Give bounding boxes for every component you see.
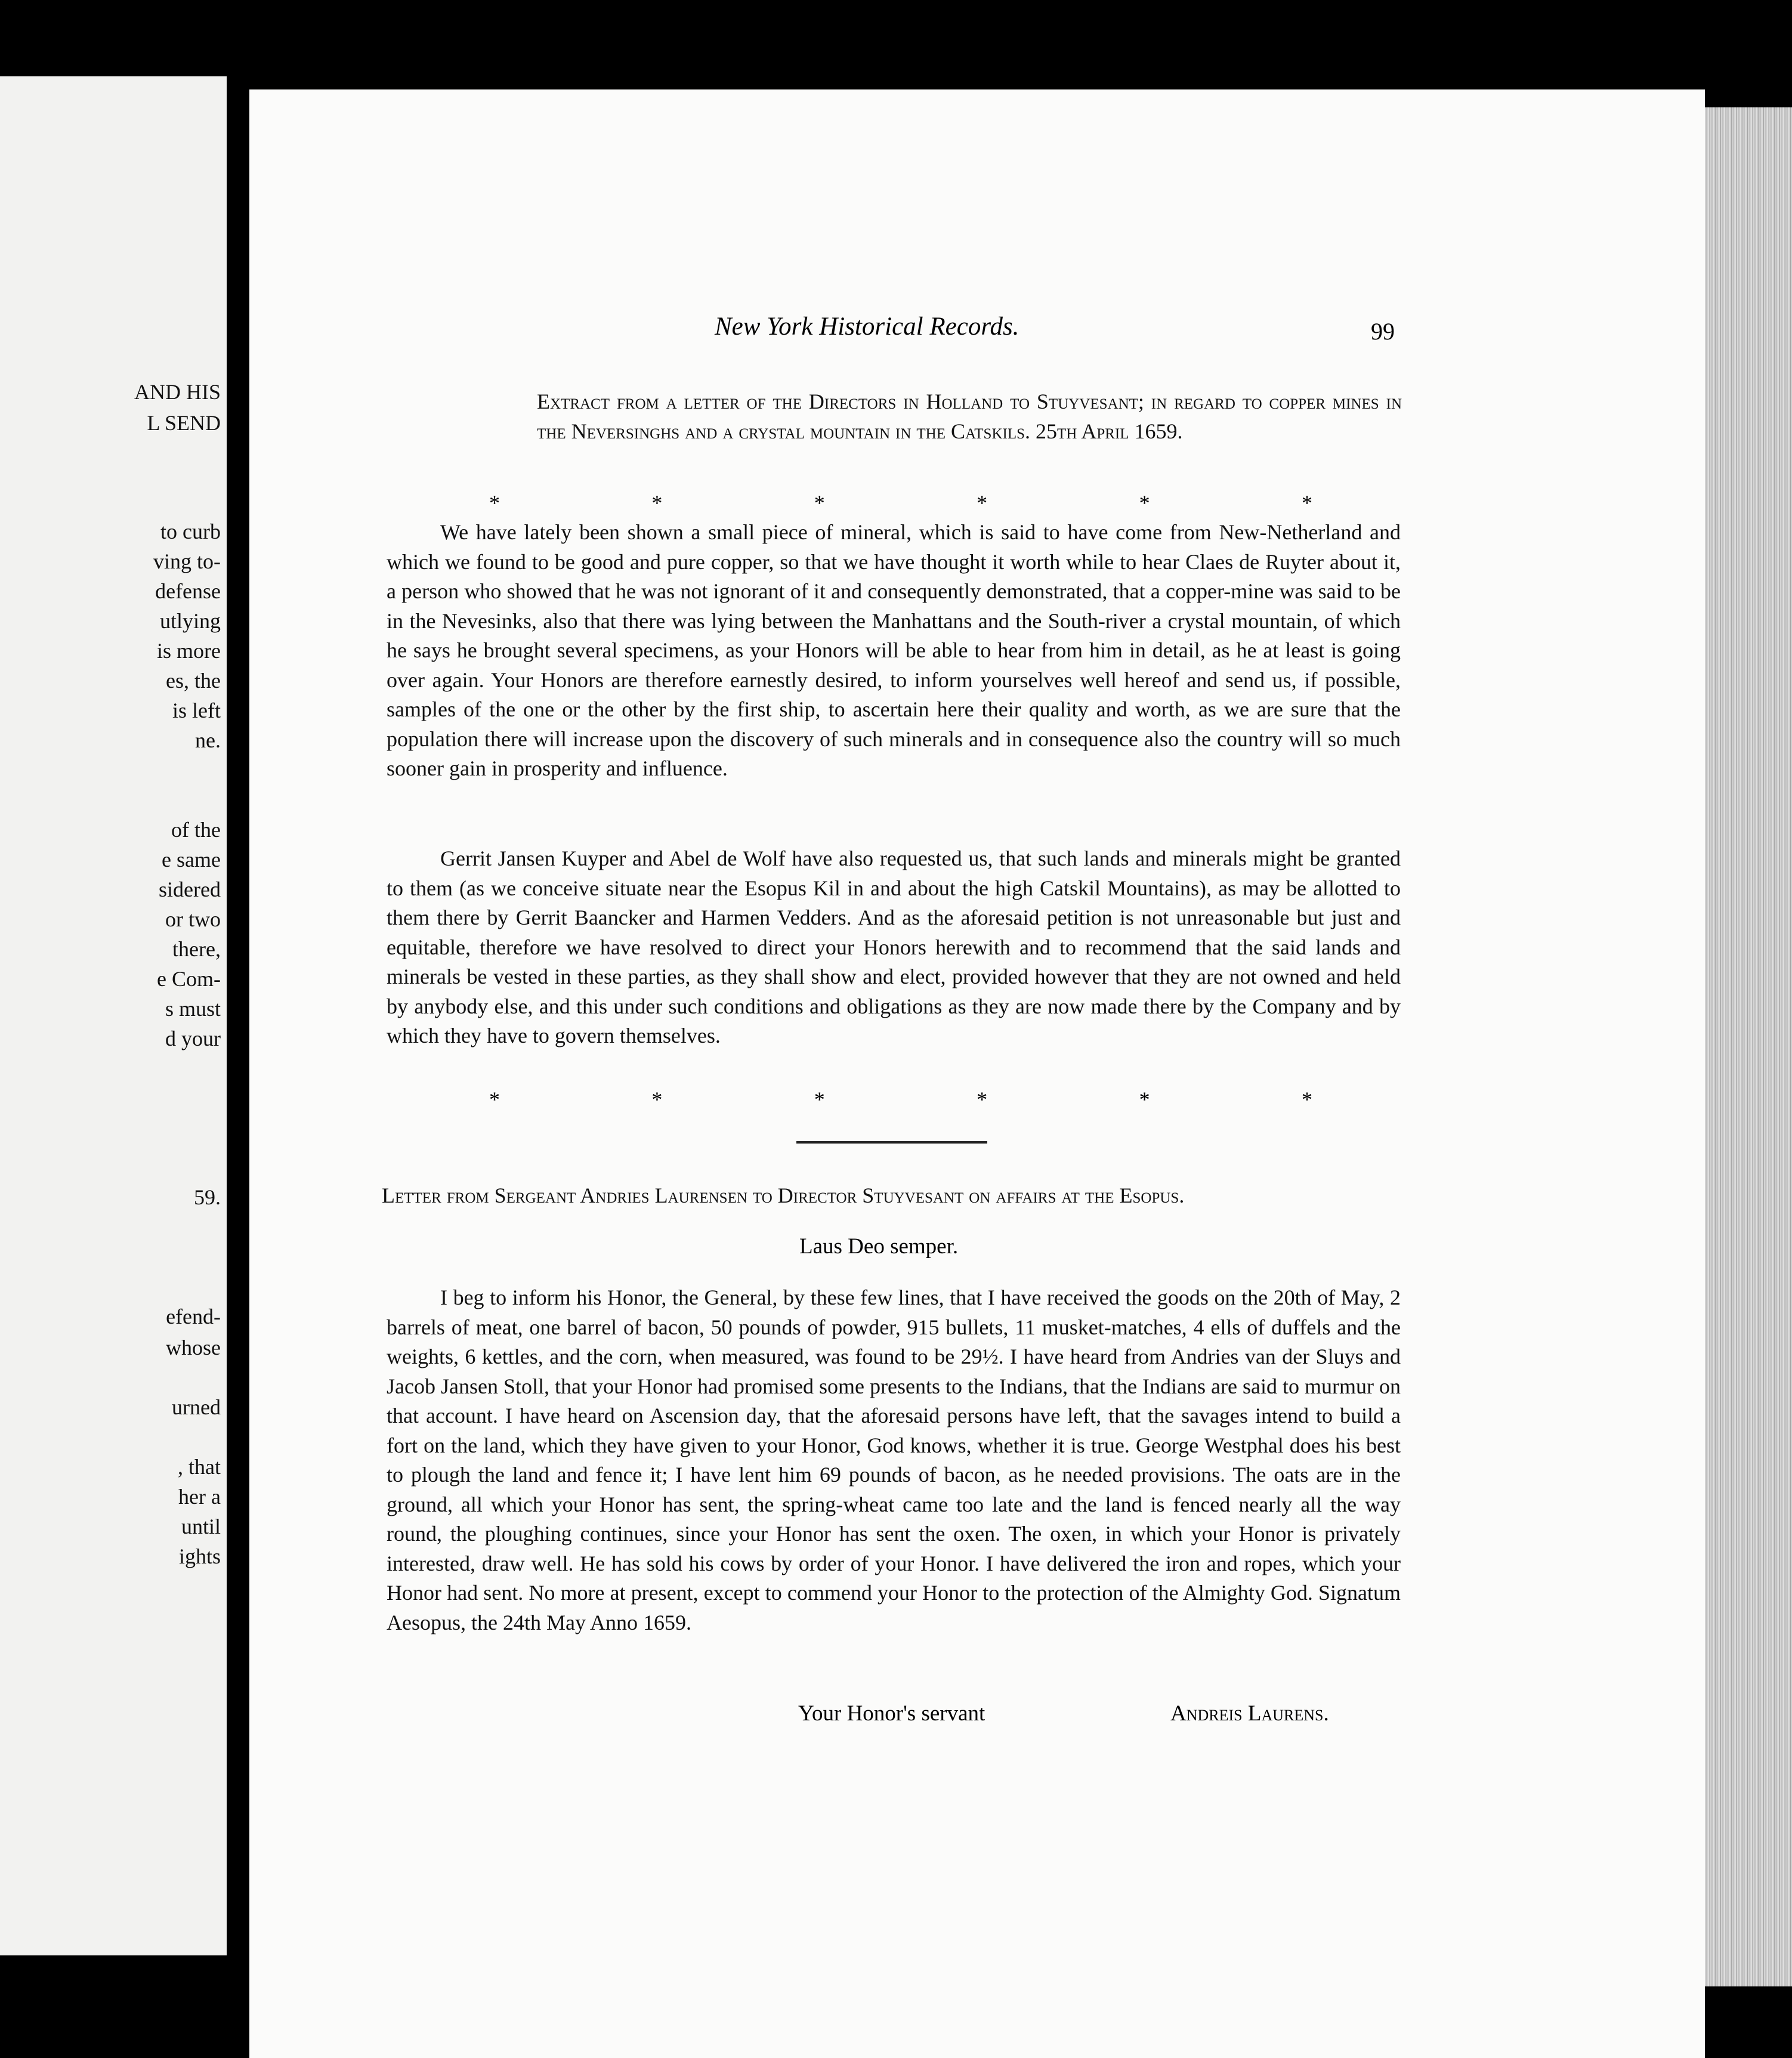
left-fragment-line: her a [178, 1485, 221, 1509]
left-fragment-line: , that [178, 1455, 221, 1479]
left-fragment-line: ights [178, 1544, 221, 1568]
left-fragment-line: L SEND [147, 411, 221, 435]
star-mark: * [1301, 1087, 1312, 1111]
left-fragment-line: 59. [194, 1185, 221, 1209]
left-fragment-line: efend- [166, 1305, 221, 1328]
left-fragment-line: AND HIS [134, 380, 221, 404]
star-mark: * [489, 491, 500, 515]
left-fragment-line: whose [166, 1336, 221, 1359]
left-fragment-line: sidered [159, 877, 221, 901]
page-number: 99 [1371, 318, 1395, 345]
star-mark: * [489, 1087, 500, 1111]
book-page [249, 89, 1705, 2058]
left-page-fragment [0, 76, 227, 1955]
letter-signature: Andreis Laurens. [1170, 1701, 1329, 1726]
star-mark: * [814, 1087, 825, 1111]
star-mark: * [1139, 1087, 1150, 1111]
star-mark: * [651, 1087, 663, 1111]
letter-paragraph: Gerrit Jansen Kuyper and Abel de Wolf have also requested us, that such lands and minerals might be granted to them (as we conceive situate near the Esopus Kil in and about the high Catskil Mountains), as may be allotted to them there by Gerrit Baancker and Harmen Vedders. And as the aforesaid petition is not unreasonable but just and equitable, therefore we have resolved to direct your Honors herewith and to recommend that the said lands and minerals be vested in these parties, as they shall show and elect, provided however that they are not owned and held by anybody else, and this under such conditions and obligations as they are now made there by the Company and by which they have to govern themselves. [387, 846, 1401, 1047]
left-fragment-line: es, the [166, 669, 221, 693]
ellipsis-stars [489, 1087, 1312, 1112]
star-mark: * [1301, 491, 1312, 515]
left-fragment-line: s must [165, 997, 221, 1021]
star-mark: * [651, 491, 663, 515]
salutation: Laus Deo semper. [799, 1234, 959, 1259]
ellipsis-stars [489, 490, 1312, 515]
left-fragment-line: or two [165, 907, 221, 931]
section-title: Letter from Sergeant Andries Laurensen to Director Stuyvesant on affairs at the Esopus. [382, 1183, 1185, 1207]
page-edge [1705, 107, 1792, 1986]
left-fragment-line: of the [171, 818, 221, 842]
left-fragment-line: e Com- [157, 967, 221, 991]
left-fragment-line: d your [165, 1027, 221, 1050]
left-fragment-line: defense [155, 579, 221, 603]
left-fragment-line: is more [157, 639, 221, 663]
left-fragment-line: until [181, 1515, 221, 1538]
letter-paragraph: We have lately been shown a small piece of mineral, which is said to have come from New-Netherland and which we found to be good and pure copper, so that we have thought it worth while to hear Claes de Ruyter about it, a person who showed that he was not ignorant of it and consequently demonstrated, that a copper-mine was said to be in the Nevesinks, also that there was lying between the Manhattans and the South-river a crystal mountain, of which he says he brought several specimens, as your Honors will be able to hear from him in detail, as he at least is going over again. Your Honors are therefore earnestly desired, to inform yourselves well hereof and send us, if possible, samples of the one or the other by the first ship, to ascertain here their quality and worth, as we are sure that the population there will increase upon the discovery of such minerals and in consequence also the country will so much sooner gain in prosperity and influence. [387, 520, 1401, 780]
section-divider [796, 1141, 987, 1144]
left-fragment-line: ving to- [153, 549, 221, 573]
star-mark: * [977, 491, 988, 515]
left-fragment-line: there, [172, 937, 221, 961]
section-title: Extract from a letter of the Directors in Holland to Stuyvesant; in regard to copper mines in the Neversinghs and a crystal mountain in the Catskils. 25th April 1659. [537, 390, 1402, 443]
running-header: New York Historical Records. [715, 313, 1019, 341]
left-fragment-line: to curb [160, 520, 221, 543]
left-fragment-line: is left [172, 699, 221, 722]
star-mark: * [814, 491, 825, 515]
letter-closing: Your Honor's servant [798, 1701, 985, 1726]
left-fragment-line: e same [162, 848, 221, 872]
letter-paragraph: I beg to inform his Honor, the General, by these few lines, that I have received the goods on the 20th of May, 2 barrels of meat, one barrel of bacon, 50 pounds of powder, 915 bullets, 11 musket-matches, 4 ells of duffels and the weights, 6 kettles, and the corn, when measured, was found to be 29½. I have heard from Andries van der Sluys and Jacob Jansen Stoll, that your Honor had promised some presents to the Indians, that the Indians are said to murmur on that account. I have heard on Ascension day, that the aforesaid persons have left, that the savages intend to build a fort on the land, which they have given to your Honor, God knows, whether it is true. George Westphal does his best to plough the land and fence it; I have lent him 69 pounds of bacon, as he needed provisions. The oats are in the ground, all which your Honor has sent, the spring-wheat came too late and the land is fenced nearly all the way round, the ploughing continues, since your Honor has sent the oxen. The oxen, in which your Honor is privately interested, draw well. He has sold his cows by order of your Honor. I have delivered the iron and ropes, which your Honor had sent. No more at present, except to commend your Honor to the protection of the Almighty God. Signatum Aesopus, the 24th May Anno 1659. [387, 1286, 1401, 1634]
left-fragment-line: urned [172, 1395, 221, 1419]
star-mark: * [1139, 491, 1150, 515]
left-fragment-line: utlying [159, 609, 221, 633]
star-mark: * [977, 1087, 988, 1111]
left-fragment-line: ne. [195, 728, 221, 752]
